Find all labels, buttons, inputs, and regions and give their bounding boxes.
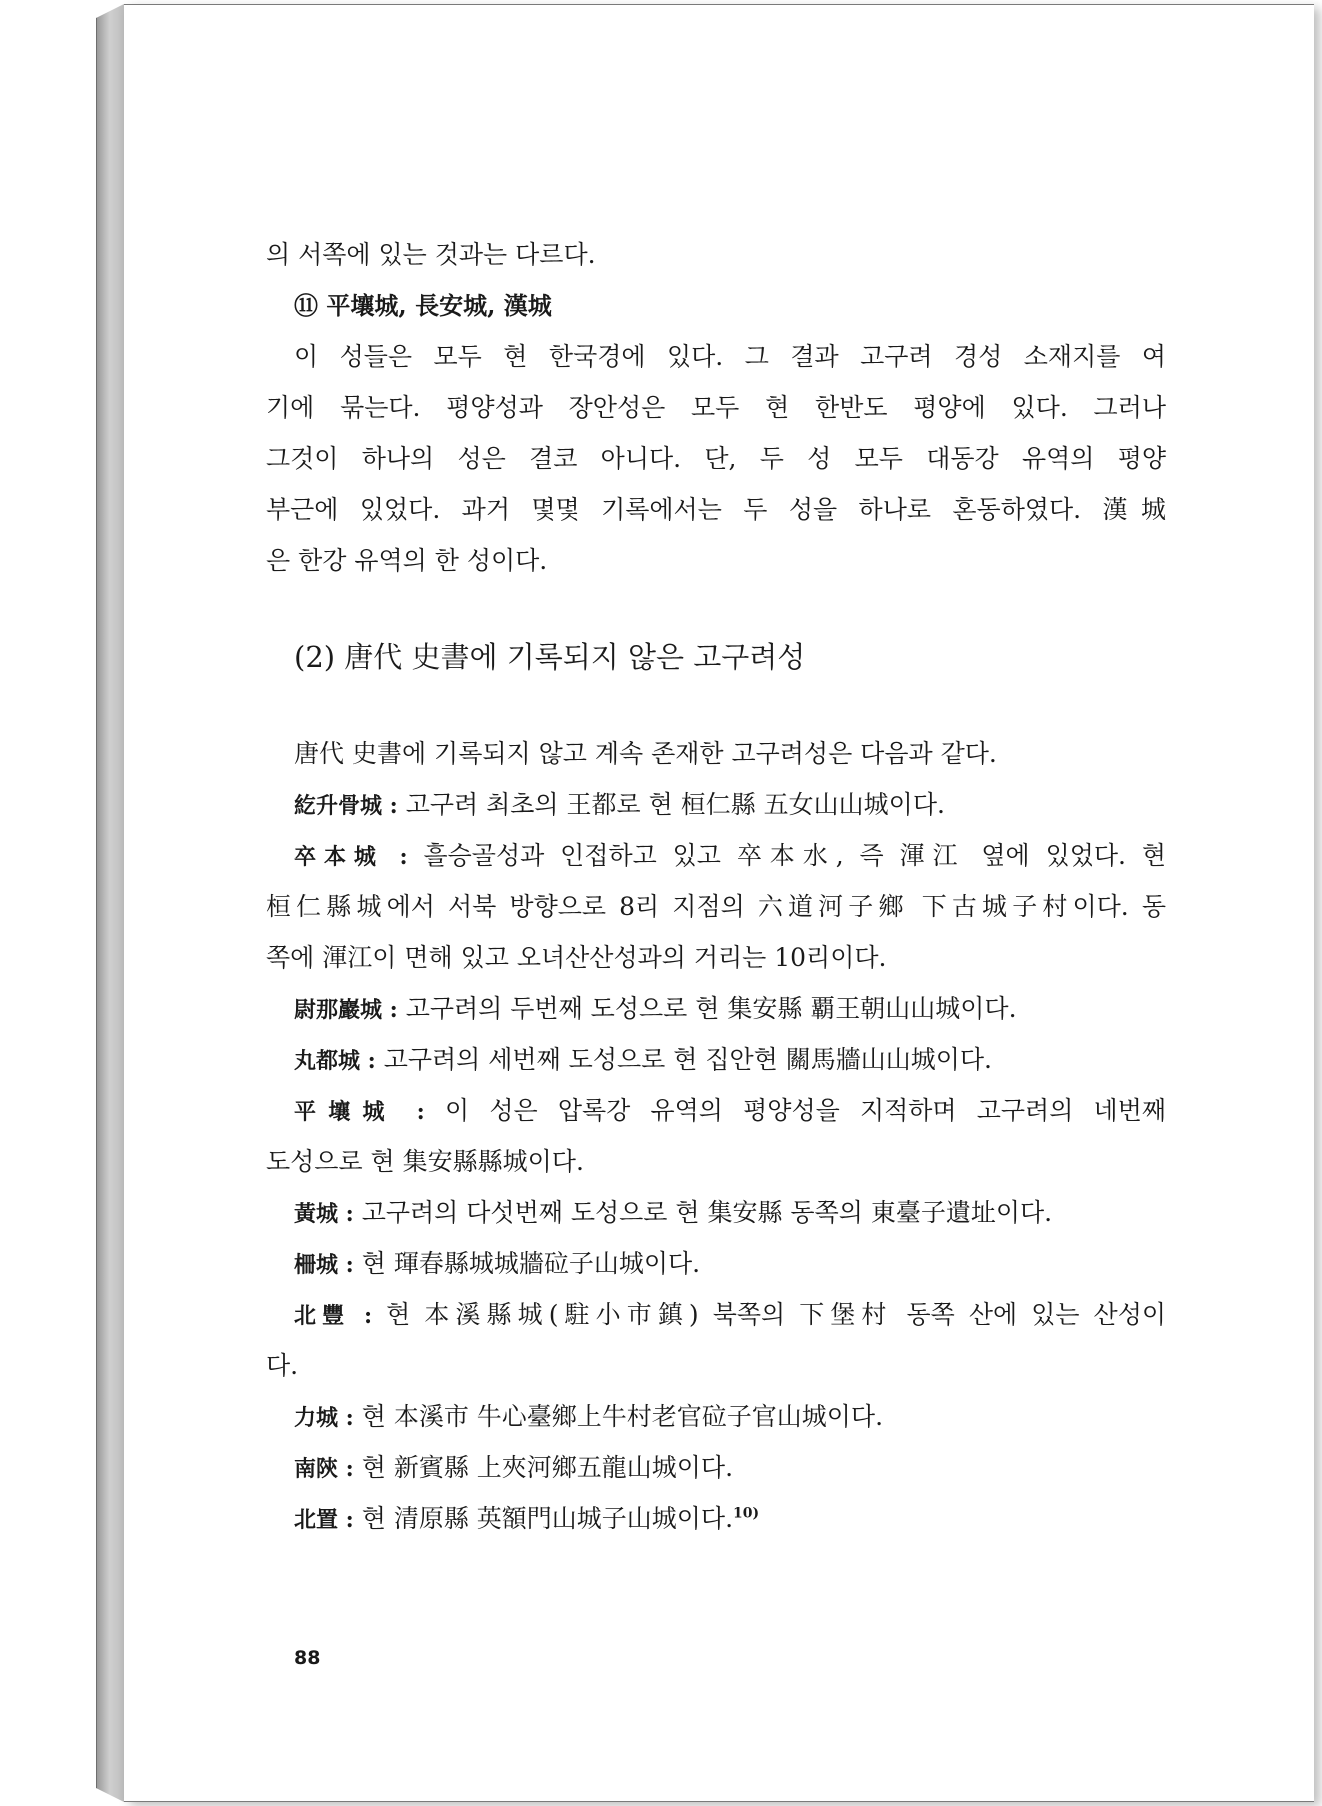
entry-text: 현 本溪縣城(駐小市鎮) 북쪽의 下堡村 동쪽 산에 있는 산성이	[386, 1300, 1167, 1329]
entry-term: 尉那巖城 :	[294, 997, 398, 1023]
entry-line	[266, 1289, 1166, 1340]
entry-winaam	[266, 983, 1166, 1034]
entry-line: 桓仁縣城에서 서북 방향으로 8리 지점의 六道河子鄉 下古城子村이다. 동	[266, 892, 1166, 921]
book-page	[124, 4, 1314, 1802]
entry-zolbon	[266, 830, 1166, 983]
entry-chaek	[266, 1238, 1166, 1289]
paragraph-line: 기에 묶는다. 평양성과 장안성은 모두 현 한반도 평양에 있다. 그러나	[266, 393, 1166, 422]
entry-term: 力城 :	[294, 1405, 354, 1431]
entry-text: 현 本溪市 牛心臺鄉上牛村老官砬子官山城이다.	[361, 1402, 884, 1431]
entry-line: 도성으로 현 集安縣縣城이다.	[266, 1147, 584, 1176]
entry-text: 고구려의 다섯번째 도성으로 현 集安縣 동쪽의 東臺子遺址이다.	[361, 1198, 1053, 1227]
entry-term: 南陝 :	[294, 1456, 354, 1482]
entry-bukchi	[266, 1493, 1166, 1544]
paragraph-1	[266, 331, 1166, 586]
section-2-intro: 唐代 史書에 기록되지 않고 계속 존재한 고구려성은 다음과 같다.	[294, 739, 997, 768]
page-number: 88	[294, 1647, 321, 1669]
entry-line: 쪽에 渾江이 면해 있고 오녀산산성과의 거리는 10리이다.	[266, 943, 887, 972]
entry-term: 紇升骨城 :	[294, 793, 398, 819]
entry-heigushenggu	[266, 779, 1166, 830]
entry-term: 平壤城 :	[294, 1099, 425, 1125]
entry-term: 黃城 :	[294, 1201, 354, 1227]
paragraph-line: 은 한강 유역의 한 성이다.	[266, 546, 548, 575]
entry-text: 고구려의 두번째 도성으로 현 集安縣 覇王朝山山城이다.	[405, 994, 1017, 1023]
entry-term: 柵城 :	[294, 1252, 354, 1278]
entry-line	[266, 1085, 1166, 1136]
entry-text: 고구려 최초의 王都로 현 桓仁縣 五女山山城이다.	[405, 790, 945, 819]
entry-text: 이 성은 압록강 유역의 평양성을 지적하며 고구려의 네번째	[445, 1096, 1166, 1125]
item-11-title: ⑪ 平壤城, 長安城, 漢城	[294, 291, 552, 320]
paragraph-line: 부근에 있었다. 과거 몇몇 기록에서는 두 성을 하나로 혼동하였다. 漢城	[266, 495, 1166, 524]
entry-term: 卒本城 :	[294, 844, 408, 870]
entry-term: 北置 :	[294, 1507, 354, 1533]
paragraph-line: 이 성들은 모두 현 한국경에 있다. 그 결과 고구려 경성 소재지를 여	[294, 342, 1166, 371]
entry-namhyeop	[266, 1442, 1166, 1493]
paragraph-line: 그것이 하나의 성은 결코 아니다. 단, 두 성 모두 대동강 유역의 평양	[266, 444, 1166, 473]
footnote-marker: 10)	[733, 1505, 760, 1522]
book	[96, 4, 1314, 1802]
entry-text: 현 新賓縣 上夾河鄉五龍山城이다.	[361, 1453, 734, 1482]
book-spine	[96, 4, 125, 1802]
intro-line: 의 서쪽에 있는 것과는 다르다.	[266, 240, 596, 269]
entry-text: 고구려의 세번째 도성으로 현 집안현 關馬牆山山城이다.	[383, 1045, 992, 1074]
entry-bukpung	[266, 1289, 1166, 1391]
entry-ryeok	[266, 1391, 1166, 1442]
entry-pyongyang	[266, 1085, 1166, 1187]
entry-term: 丸都城 :	[294, 1048, 376, 1074]
entry-text: 현 琿春縣城城牆砬子山城이다.	[361, 1249, 701, 1278]
entry-text: 흘승골성과 인접하고 있고 卒本水, 즉 渾江 옆에 있었다. 현	[423, 841, 1167, 870]
page-content	[266, 229, 1166, 1544]
entry-text: 현 清原縣 英額門山城子山城이다.	[361, 1504, 734, 1533]
entry-line	[266, 830, 1166, 881]
entry-hwang	[266, 1187, 1166, 1238]
entry-line: 다.	[266, 1351, 299, 1380]
entry-term: 北豐 :	[294, 1303, 373, 1329]
entry-hwando	[266, 1034, 1166, 1085]
section-2-heading: (2) 唐代 史書에 기록되지 않은 고구려성	[294, 640, 806, 674]
